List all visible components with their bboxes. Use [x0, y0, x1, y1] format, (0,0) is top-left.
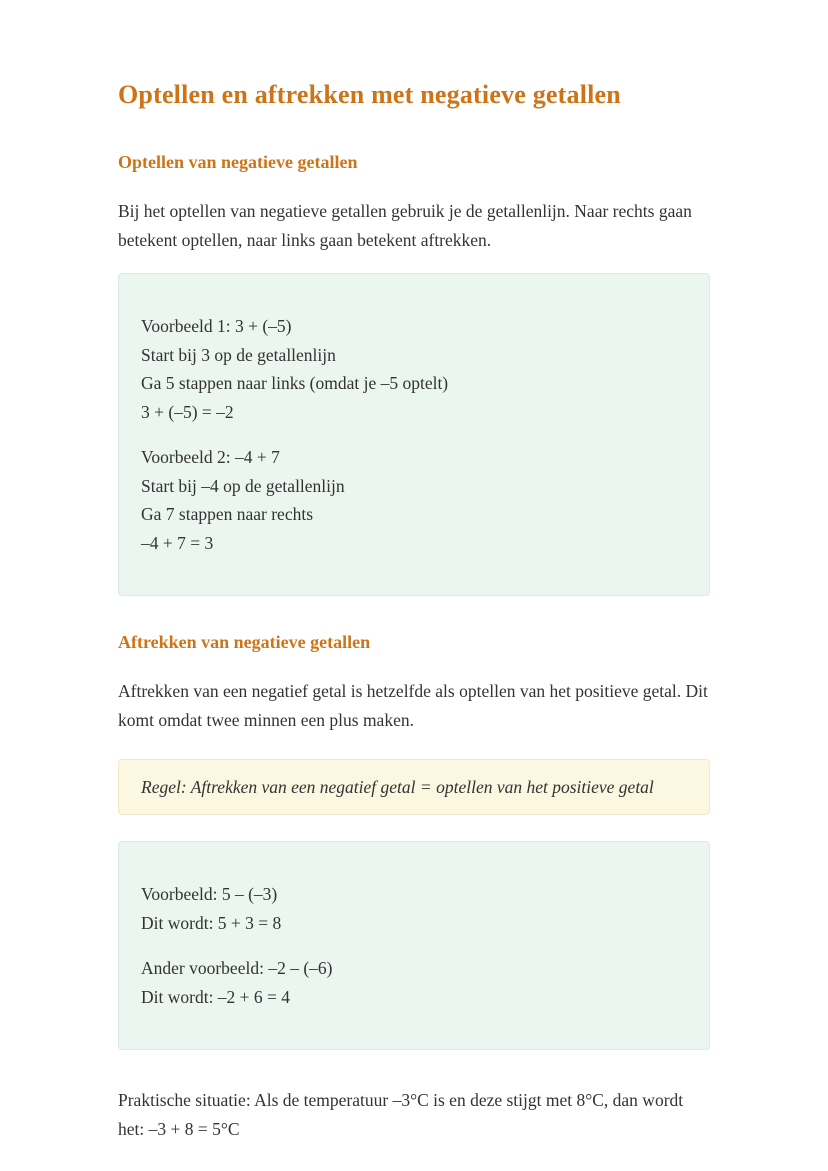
- example-box-optellen: [118, 273, 710, 596]
- example-box-aftrekken: [118, 841, 710, 1050]
- section-heading-optellen: Optellen van negatieve getallen: [118, 152, 358, 172]
- example-line: Ander voorbeeld: –2 – (–6): [141, 958, 333, 978]
- example-line: Voorbeeld 1: 3 + (–5): [141, 316, 292, 336]
- example-line: Ga 7 stappen naar rechts: [141, 504, 314, 524]
- paragraph-aftrekken-intro: Aftrekken van een negatief getal is hetzelfde als optellen van het positieve getal. Dit komt omdat twee minnen een plus maken.: [118, 681, 708, 730]
- rule-box: [118, 759, 710, 815]
- example-line: 3 + (–5) = –2: [141, 401, 234, 422]
- example-line: Start bij 3 op de getallenlijn: [141, 344, 336, 365]
- paragraph-practical-note: Praktische situatie: Als de temperatuur –3°C is en deze stijgt met 8°C, dan wordt het: –3 + 8 = 5°C: [118, 1090, 684, 1139]
- example-line: Start bij –4 op de getallenlijn: [141, 475, 345, 496]
- page-title: Optellen en aftrekken met negatieve getallen: [118, 80, 621, 109]
- section-heading-aftrekken: Aftrekken van negatieve getallen: [118, 632, 371, 652]
- example-line: –4 + 7 = 3: [141, 532, 214, 553]
- example-block-2: [141, 443, 687, 557]
- example-line: Voorbeeld 2: –4 + 7: [141, 447, 280, 467]
- example-line: Dit wordt: 5 + 3 = 8: [141, 912, 282, 933]
- example-line: Ga 5 stappen naar links (omdat je –5 optelt): [141, 373, 449, 393]
- example-line: Voorbeeld: 5 – (–3): [141, 884, 278, 904]
- paragraph-optellen-intro: Bij het optellen van negatieve getallen gebruik je de getallenlijn. Naar rechts gaan betekent optellen, naar links gaan betekent aftrekken.: [118, 201, 692, 250]
- example-block-2: [141, 954, 687, 1011]
- example-line: Dit wordt: –2 + 6 = 4: [141, 986, 291, 1007]
- rule-text: Regel: Aftrekken van een negatief getal = optellen van het positieve getal: [141, 777, 654, 797]
- example-block-1: [141, 880, 687, 937]
- example-block-1: [141, 312, 687, 426]
